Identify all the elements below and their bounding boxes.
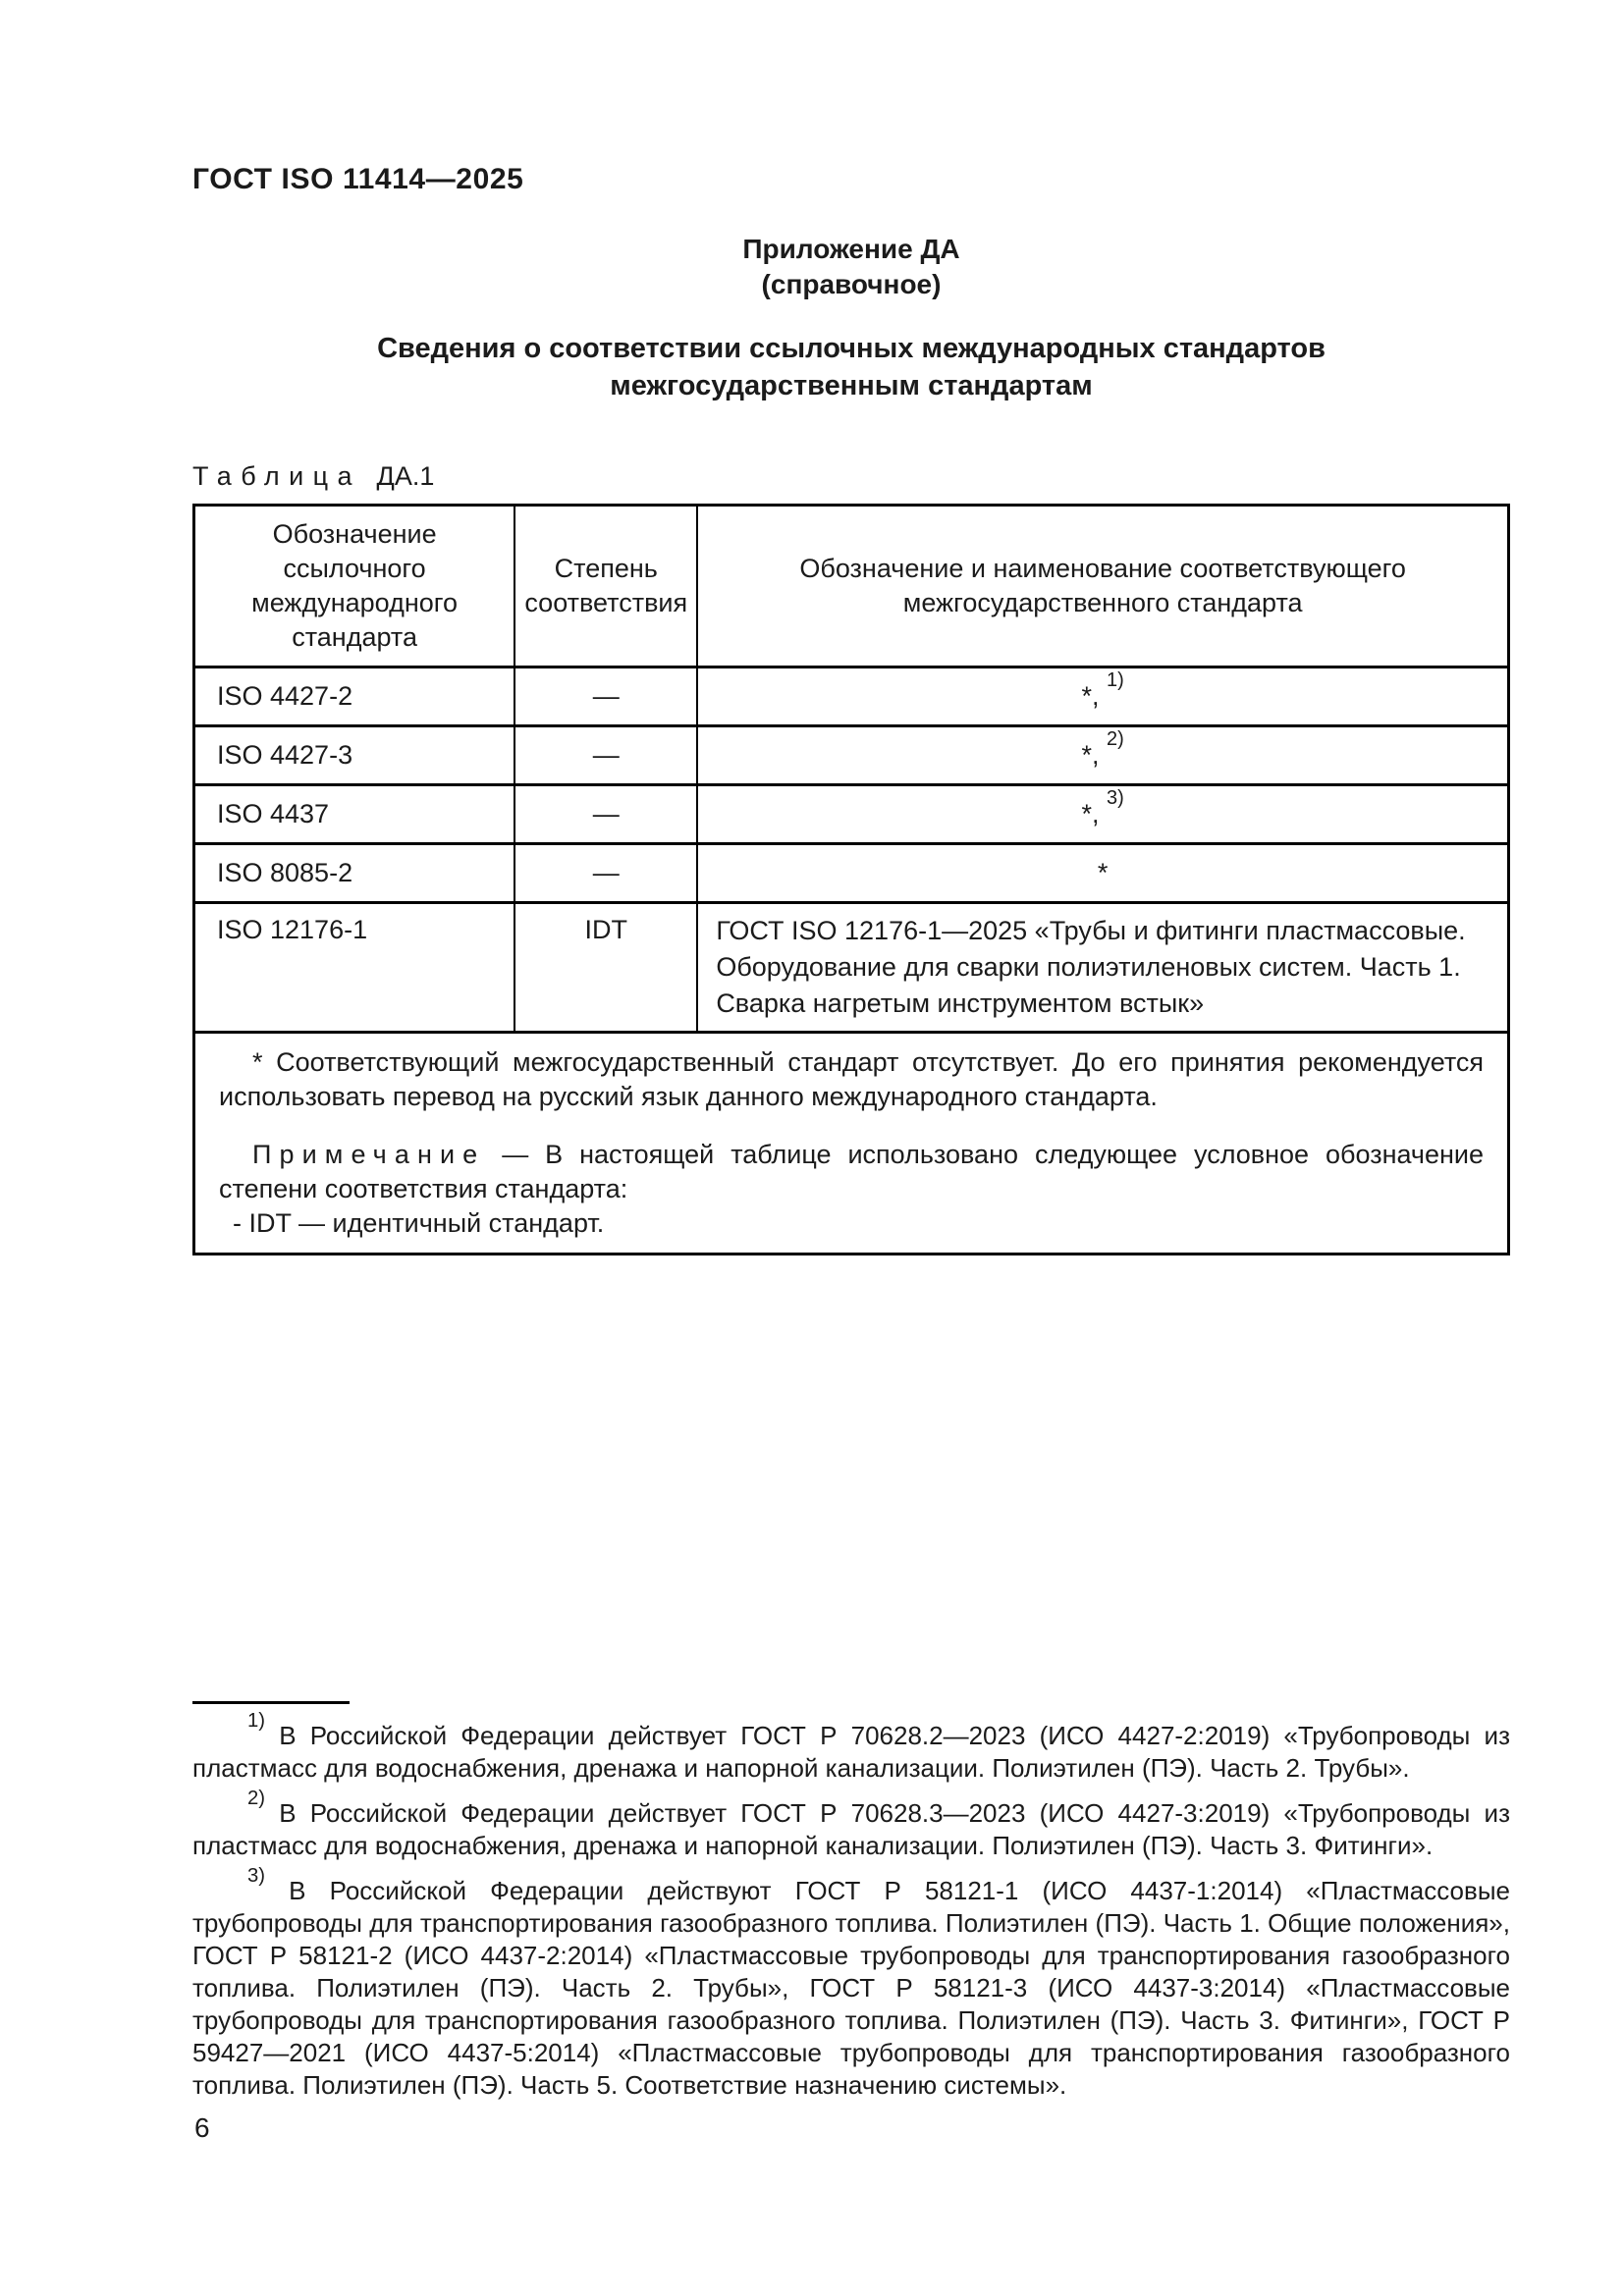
footnote-marker: 3) bbox=[247, 1864, 266, 1887]
table-row bbox=[194, 667, 1509, 726]
appendix-type: (справочное) bbox=[761, 269, 942, 299]
page-footnotes bbox=[192, 1701, 1510, 2114]
cell-standard: ISO 4437 bbox=[194, 785, 515, 844]
cell-interstate bbox=[697, 726, 1508, 785]
footnote-ref: 1) bbox=[1107, 669, 1124, 692]
cell-interstate bbox=[697, 667, 1508, 726]
table-header-row bbox=[194, 506, 1509, 667]
table-footer-cell bbox=[194, 1033, 1509, 1255]
cell-standard: ISO 12176-1 bbox=[194, 903, 515, 1033]
section-title-line1: Сведения о соответствии ссылочных международных стандартов bbox=[377, 333, 1326, 364]
footnote-2 bbox=[192, 1787, 1510, 1862]
cell-degree: — bbox=[514, 785, 697, 844]
column-header-interstate-standard: Обозначение и наименование соответствующего межгосударственного стандарта bbox=[697, 506, 1508, 667]
cell-text: ГОСТ ISO 12176-1—2025 «Трубы и фитинги пластмассовые. Оборудование для сварки полиэтиленовых систем. Часть 1. Сварка нагретым инструментом встык» bbox=[716, 916, 1466, 1018]
cell-degree: IDT bbox=[514, 903, 697, 1033]
document-code: ГОСТ ISO 11414—2025 bbox=[192, 163, 524, 195]
section-title-line2: межгосударственным стандартам bbox=[610, 370, 1093, 401]
footnote-1 bbox=[192, 1709, 1510, 1785]
table-caption-number: ДА.1 bbox=[376, 461, 435, 491]
table-note bbox=[219, 1138, 1484, 1206]
table-note-text: — В настоящей таблице использовано следующее условное обозначение степени соответствия стандарта: bbox=[219, 1140, 1484, 1203]
cell-degree: — bbox=[514, 726, 697, 785]
cell-standard: ISO 8085-2 bbox=[194, 844, 515, 903]
column-header-correspondence-degree: Степень соответствия bbox=[514, 506, 697, 667]
table-row bbox=[194, 903, 1509, 1033]
table-footer-row bbox=[194, 1033, 1509, 1255]
section-title bbox=[192, 330, 1510, 404]
cell-interstate bbox=[697, 844, 1508, 903]
correspondence-table bbox=[192, 504, 1510, 1255]
table-footnote-star: * Соответствующий межгосударственный стандарт отсутствует. До его принятия рекомендуется использовать перевод на русский язык данного международного стандарта. bbox=[219, 1047, 1484, 1111]
footnote-text: В Российской Федерации действует ГОСТ Р 70628.2—2023 (ИСО 4427-2:2019) «Трубопроводы из пластмасс для водоснабжения, дренажа и напорной канализации. Полиэтилен (ПЭ). Часть 2. Трубы». bbox=[192, 1721, 1510, 1783]
footnote-3 bbox=[192, 1864, 1510, 2102]
footnote-marker: 2) bbox=[247, 1787, 266, 1809]
footnote-text: В Российской Федерации действует ГОСТ Р 70628.3—2023 (ИСО 4427-3:2019) «Трубопроводы из пластмасс для водоснабжения, дренажа и напорной канализации. Полиэтилен (ПЭ). Часть 3. Фитинги». bbox=[192, 1798, 1510, 1860]
footnote-ref: 2) bbox=[1107, 728, 1124, 751]
cell-degree: — bbox=[514, 667, 697, 726]
table-note-item: - IDT — идентичный стандарт. bbox=[233, 1208, 605, 1238]
cell-degree: — bbox=[514, 844, 697, 903]
table-row bbox=[194, 844, 1509, 903]
table-row bbox=[194, 785, 1509, 844]
appendix-heading bbox=[192, 232, 1510, 302]
cell-standard: ISO 4427-2 bbox=[194, 667, 515, 726]
cell-interstate bbox=[697, 903, 1508, 1033]
column-header-reference-standard: Обозначение ссылочного международного стандарта bbox=[194, 506, 515, 667]
page-content bbox=[192, 0, 1510, 1255]
cell-standard: ISO 4427-3 bbox=[194, 726, 515, 785]
footnote-marker: 1) bbox=[247, 1709, 266, 1732]
cell-star: * bbox=[1097, 858, 1109, 887]
cell-interstate bbox=[697, 785, 1508, 844]
cell-star: *, bbox=[1081, 681, 1108, 711]
table-caption bbox=[192, 461, 1510, 492]
footnote-ref: 3) bbox=[1107, 787, 1124, 810]
footnote-text: В Российской Федерации действуют ГОСТ Р 58121-1 (ИСО 4437-1:2014) «Пластмассовые трубопроводы для транспортирования газообразного топлива. Полиэтилен (ПЭ). Часть 1. Общие положения», ГОСТ Р 58121-2 (ИСО 4437-2:2014) «Пластмассовые трубопроводы для транспортирования газообразного топлива. Полиэтилен (ПЭ). Часть 2. Трубы», ГОСТ Р 58121-3 (ИСО 4437-3:2014) «Пластмассовые трубопроводы для транспортирования газообразного топлива. Полиэтилен (ПЭ). Часть 3. Фитинги», ГОСТ Р 59427—2021 (ИСО 4437-5:2014) «Пластмассовые трубопроводы для транспортирования газообразного топлива. Полиэтилен (ПЭ). Часть 5. Соответствие назначению системы». bbox=[192, 1876, 1510, 2100]
table-caption-label: Таблица bbox=[192, 461, 362, 491]
table-row bbox=[194, 726, 1509, 785]
page-number: 6 bbox=[194, 2112, 210, 2143]
table-note-label: Примечание bbox=[252, 1140, 486, 1169]
appendix-label: Приложение ДА bbox=[742, 234, 960, 264]
cell-star: *, bbox=[1081, 740, 1108, 770]
footnote-rule bbox=[192, 1701, 350, 1704]
cell-star: *, bbox=[1081, 799, 1108, 828]
